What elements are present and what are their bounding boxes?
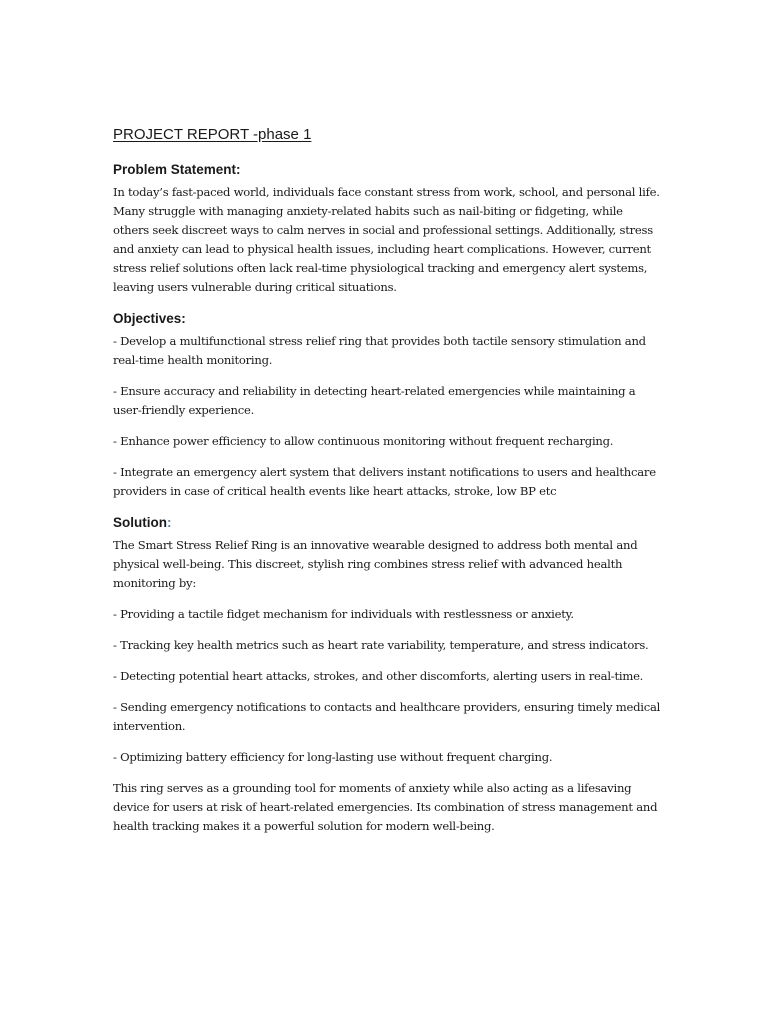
objective-item: - Integrate an emergency alert system that delivers instant notifications to users and healthcare providers in case of critical health events like heart attacks, stroke, low BP etc bbox=[113, 465, 656, 498]
objective-item: - Ensure accuracy and reliability in detecting heart-related emergencies while maintaining a user-friendly experience. bbox=[113, 384, 636, 417]
objective-item: - Develop a multifunctional stress relief ring that provides both tactile sensory stimulation and real-time health monitoring. bbox=[113, 334, 646, 367]
solution-item: - Tracking key health metrics such as heart rate variability, temperature, and stress indicators. bbox=[113, 638, 649, 652]
solution-heading bbox=[113, 513, 661, 532]
solution-item: - Detecting potential heart attacks, strokes, and other discomforts, alerting users in real-time. bbox=[113, 669, 644, 683]
problem-section bbox=[113, 160, 661, 297]
solution-conclusion: This ring serves as a grounding tool for moments of anxiety while also acting as a lifesaving device for users at risk of heart-related emergencies. Its combination of stress management and health tracking makes it a powerful solution for modern well-being. bbox=[113, 781, 658, 833]
solution-item: - Providing a tactile fidget mechanism for individuals with restlessness or anxiety. bbox=[113, 607, 574, 621]
solution-item: - Sending emergency notifications to contacts and healthcare providers, ensuring timely medical intervention. bbox=[113, 700, 661, 733]
objectives-section bbox=[113, 309, 661, 501]
document-page bbox=[113, 124, 661, 848]
solution-section bbox=[113, 513, 661, 836]
solution-intro: The Smart Stress Relief Ring is an innovative wearable designed to address both mental and physical well-being. This discreet, stylish ring combines stress relief with advanced health monitoring by: bbox=[113, 538, 638, 590]
solution-heading-colon: : bbox=[167, 515, 172, 530]
solution-item: - Optimizing battery efficiency for long-lasting use without frequent charging. bbox=[113, 750, 553, 764]
problem-heading: Problem Statement: bbox=[113, 162, 241, 177]
objective-item: - Enhance power efficiency to allow continuous monitoring without frequent recharging. bbox=[113, 434, 614, 448]
problem-text: In today’s fast-paced world, individuals face constant stress from work, school, and personal life. Many struggle with managing anxiety-related habits such as nail-biting or fidgeting, while others seek discreet ways to calm nerves in social and professional settings. Additionally, stress and anxiety can lead to physical health issues, including heart complications. However, current stress relief solutions often lack real-time physiological tracking and emergency alert systems, leaving users vulnerable during critical situations. bbox=[113, 185, 660, 294]
solution-heading-text: Solution bbox=[113, 515, 167, 530]
report-title: PROJECT REPORT -phase 1 bbox=[113, 126, 312, 143]
objectives-heading: Objectives: bbox=[113, 311, 186, 326]
